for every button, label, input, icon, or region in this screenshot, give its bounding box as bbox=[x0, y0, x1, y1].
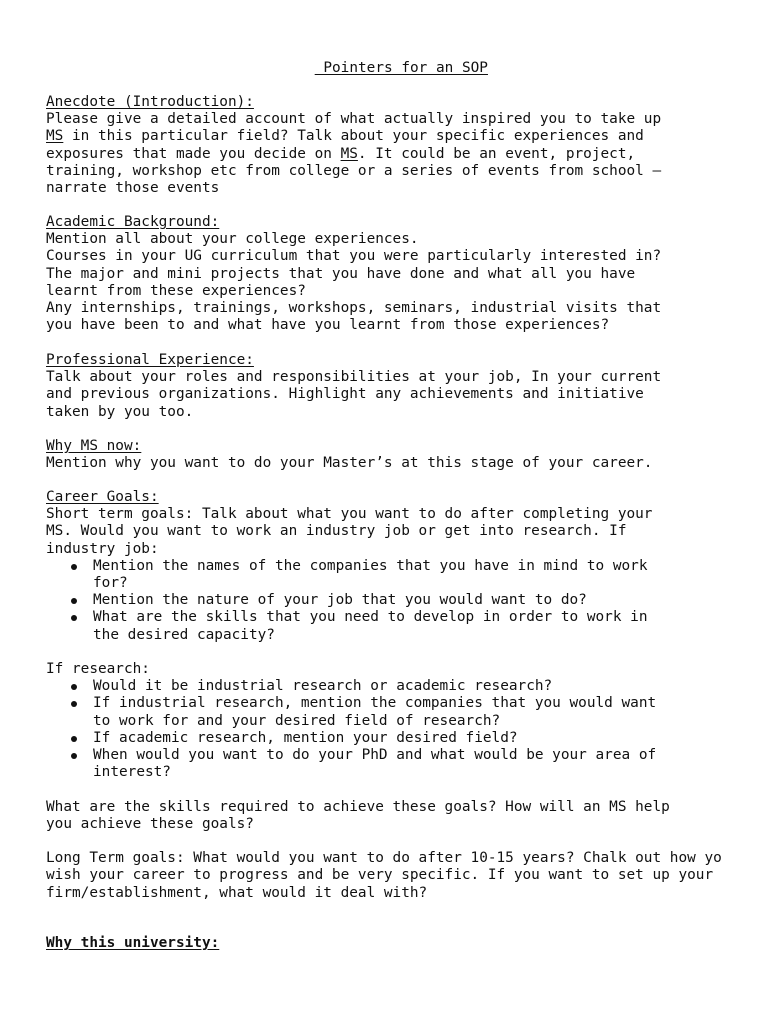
list-item bbox=[46, 678, 768, 695]
professional-heading: Professional Experience: bbox=[46, 352, 254, 368]
skills-line: What are the skills required to achieve these goals? How will an MS help bbox=[46, 798, 670, 815]
bullet-line: When would you want to do your PhD and what would be your area of bbox=[93, 747, 657, 764]
anecdote-line-3 bbox=[46, 146, 768, 163]
list-item bbox=[46, 747, 768, 781]
spacer bbox=[46, 833, 768, 850]
why-ms-heading: Why MS now: bbox=[46, 438, 142, 454]
anecdote-line-1: Please give a detailed account of what actually inspired you to take up bbox=[46, 111, 662, 128]
why-ms-line: Mention why you want to do your Master’s at this stage of your career. bbox=[46, 455, 653, 472]
list-item bbox=[46, 730, 768, 747]
spacer bbox=[46, 781, 768, 798]
page-title-text: Pointers for an SOP bbox=[314, 60, 488, 77]
short-term-line: MS. Would you want to work an industry job or get into research. If bbox=[46, 523, 627, 540]
career-heading: Career Goals: bbox=[46, 489, 159, 505]
industry-bullet-list bbox=[46, 558, 768, 644]
spacer bbox=[46, 644, 768, 661]
academic-line: Mention all about your college experiences. bbox=[46, 231, 419, 248]
skills-line: you achieve these goals? bbox=[46, 815, 254, 832]
anecdote-line-2 bbox=[46, 128, 768, 145]
list-item bbox=[46, 558, 768, 592]
professional-line: and previous organizations. Highlight any achievements and initiative bbox=[46, 386, 644, 403]
bullet-line: for? bbox=[93, 575, 128, 592]
list-item bbox=[46, 695, 768, 729]
long-term-line: wish your career to progress and be very specific. If you want to set up your bbox=[46, 867, 714, 884]
bullet-line: to work for and your desired field of research? bbox=[93, 712, 501, 729]
anecdote-line-5: narrate those events bbox=[46, 180, 220, 197]
bullet-line: If academic research, mention your desired field? bbox=[93, 729, 518, 746]
academic-line: you have been to and what have you learnt from those experiences? bbox=[46, 317, 610, 334]
research-intro: If research: bbox=[46, 661, 150, 678]
bullet-line: interest? bbox=[93, 764, 171, 781]
anecdote-line-2-rest: in this particular field? Talk about your specific experiences and bbox=[63, 128, 644, 145]
page-title bbox=[46, 43, 722, 95]
long-term-line: firm/establishment, what would it deal with? bbox=[46, 884, 428, 901]
research-bullet-list bbox=[46, 678, 768, 781]
section-why-university bbox=[46, 935, 768, 952]
ms-underlined: MS bbox=[46, 128, 64, 145]
bullet-line: What are the skills that you need to develop in order to work in bbox=[93, 609, 648, 626]
document-page bbox=[46, 0, 768, 1024]
long-term-line: Long Term goals: What would you want to do after 10-15 years? Chalk out how yo bbox=[46, 850, 722, 867]
professional-line: taken by you too. bbox=[46, 403, 194, 420]
academic-heading: Academic Background: bbox=[46, 214, 220, 230]
section-professional-experience bbox=[46, 352, 768, 421]
academic-line: Any internships, trainings, workshops, seminars, industrial visits that bbox=[46, 300, 662, 317]
short-term-line: industry job: bbox=[46, 540, 159, 557]
why-university-heading: Why this university: bbox=[46, 935, 220, 951]
professional-line: Talk about your roles and responsibilities at your job, In your current bbox=[46, 369, 662, 386]
academic-line: Courses in your UG curriculum that you were particularly interested in? bbox=[46, 248, 662, 265]
bullet-line: Mention the nature of your job that you would want to do? bbox=[93, 592, 587, 609]
anecdote-line-3-rest: . It could be an event, project, bbox=[357, 145, 636, 162]
short-term-line: Short term goals: Talk about what you want to do after completing your bbox=[46, 506, 653, 523]
bullet-line: Would it be industrial research or academic research? bbox=[93, 678, 553, 695]
section-career-goals bbox=[46, 489, 768, 902]
section-why-ms-now bbox=[46, 438, 768, 472]
academic-line: The major and mini projects that you have done and what all you have bbox=[46, 265, 636, 282]
bullet-line: If industrial research, mention the companies that you would want bbox=[93, 695, 657, 712]
section-academic-background bbox=[46, 214, 768, 334]
bullet-line: the desired capacity? bbox=[93, 626, 275, 643]
ms-underlined: MS bbox=[340, 145, 358, 162]
academic-line: learnt from these experiences? bbox=[46, 282, 306, 299]
anecdote-line-4: training, workshop etc from college or a series of events from school – bbox=[46, 162, 662, 179]
anecdote-heading: Anecdote (Introduction): bbox=[46, 94, 254, 110]
list-item bbox=[46, 609, 768, 643]
bullet-line: Mention the names of the companies that you have in mind to work bbox=[93, 557, 648, 574]
section-anecdote bbox=[46, 94, 768, 197]
anecdote-line-3-pre: exposures that made you decide on bbox=[46, 145, 341, 162]
list-item bbox=[46, 592, 768, 609]
